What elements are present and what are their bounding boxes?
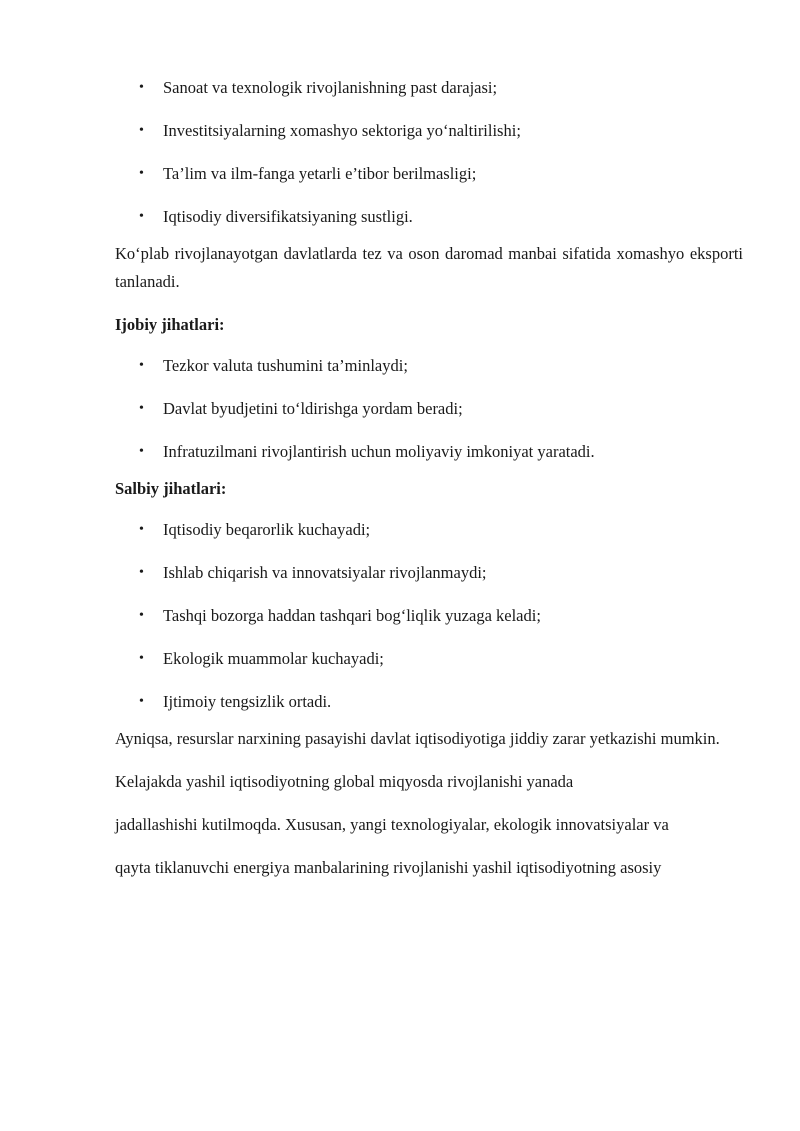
bullet-list-negative [115, 516, 743, 725]
list-item-text: Sanoat va texnologik rivojlanishning past darajasi; [163, 78, 498, 97]
paragraph-price-drop: Ayniqsa, resurslar narxining pasayishi davlat iqtisodiyotiga jiddiy zarar yetkazishi mumkin. [115, 729, 720, 748]
list-item-text: Iqtisodiy beqarorlik kuchayadi; [163, 520, 371, 539]
list-item [115, 117, 743, 160]
paragraph-future-line1: Kelajakda yashil iqtisodiyotning global miqyosda rivojlanishi yanada [115, 772, 574, 791]
bullet-icon: • [139, 358, 144, 373]
list-item [115, 74, 743, 117]
list-item-text: Infratuzilmani rivojlantirish uchun moliyaviy imkoniyat yaratadi. [163, 442, 595, 461]
list-item [115, 203, 743, 240]
list-item-text: Ekologik muammolar kuchayadi; [163, 649, 384, 668]
bullet-list-positive [115, 352, 743, 475]
list-item-text: Ijtimoiy tengsizlik ortadi. [163, 692, 332, 711]
heading-positive: Ijobiy jihatlari: [115, 315, 225, 334]
bullet-icon: • [139, 608, 144, 623]
list-item-text: Iqtisodiy diversifikatsiyaning sustligi. [163, 207, 413, 226]
bullet-icon: • [139, 522, 144, 537]
list-item-text: Tezkor valuta tushumini ta’minlaydi; [163, 356, 408, 375]
list-item [115, 688, 743, 725]
paragraph-future-line2: jadallashishi kutilmoqda. Xususan, yangi texnologiyalar, ekologik innovatsiyalar va [115, 815, 669, 834]
list-item [115, 516, 743, 559]
bullet-icon: • [139, 694, 144, 709]
list-item [115, 602, 743, 645]
document-content [115, 74, 743, 897]
list-item [115, 395, 743, 438]
bullet-icon: • [139, 166, 144, 181]
list-item [115, 645, 743, 688]
heading-negative: Salbiy jihatlari: [115, 479, 227, 498]
list-item [115, 438, 743, 475]
bullet-icon: • [139, 123, 144, 138]
paragraph-future-line3: qayta tiklanuvchi energiya manbalarining rivojlanishi yashil iqtisodiyotning asosiy [115, 858, 662, 877]
bullet-icon: • [139, 80, 144, 95]
list-item-text: Tashqi bozorga haddan tashqari bog‘liqlik yuzaga keladi; [163, 606, 541, 625]
list-item-text: Ishlab chiqarish va innovatsiyalar rivojlanmaydi; [163, 563, 487, 582]
list-item [115, 352, 743, 395]
bullet-icon: • [139, 565, 144, 580]
bullet-list-problems [115, 74, 743, 240]
list-item-text: Ta’lim va ilm-fanga yetarli e’tibor berilmasligi; [163, 164, 477, 183]
list-item [115, 160, 743, 203]
list-item [115, 559, 743, 602]
paragraph-export: Ko‘plab rivojlanayotgan davlatlarda tez va oson daromad manbai sifatida xomashyo eksporti tanlanadi. [115, 244, 743, 291]
bullet-icon: • [139, 401, 144, 416]
list-item-text: Davlat byudjetini to‘ldirishga yordam beradi; [163, 399, 463, 418]
bullet-icon: • [139, 209, 144, 224]
bullet-icon: • [139, 444, 144, 459]
list-item-text: Investitsiyalarning xomashyo sektoriga yo‘naltirilishi; [163, 121, 521, 140]
bullet-icon: • [139, 651, 144, 666]
